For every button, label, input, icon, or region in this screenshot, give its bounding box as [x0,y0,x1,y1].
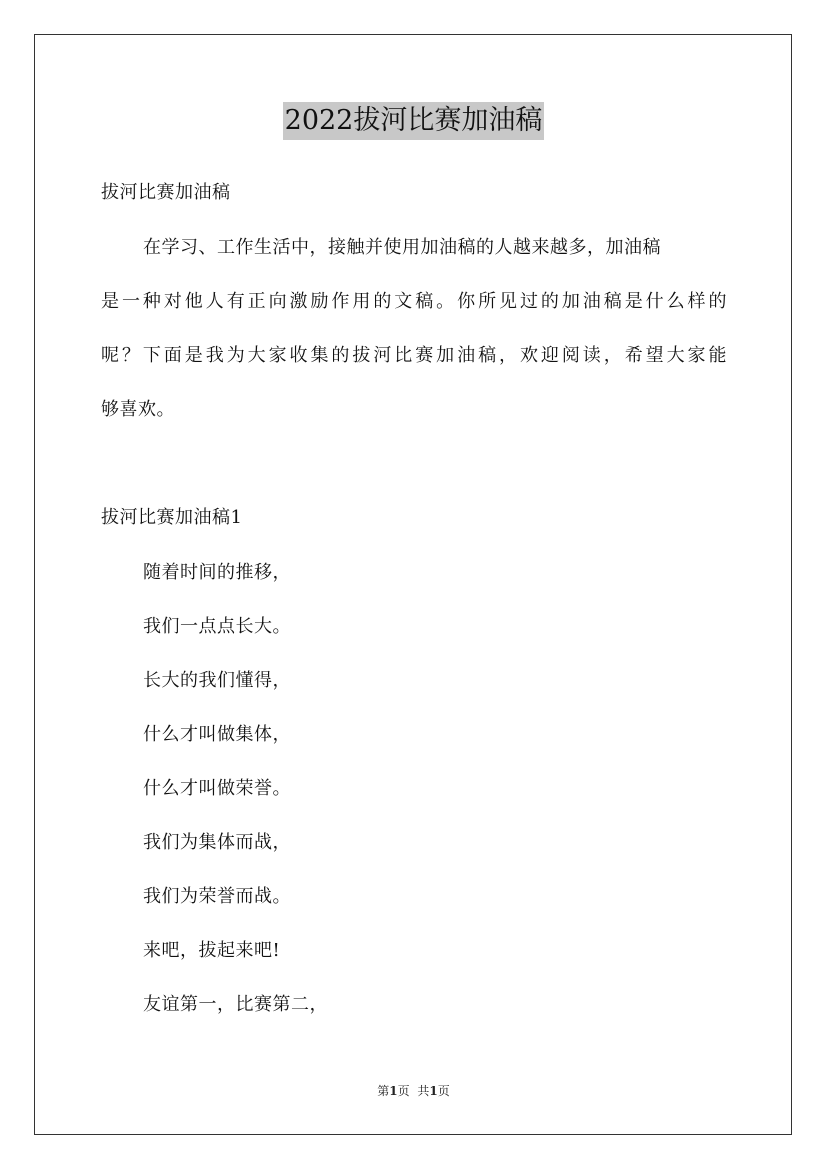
poem-line-5: 什么才叫做荣誉。 [143,778,291,799]
intro-line-2: 是一种对他人有正向激励作用的文稿。你所见过的加油稿是什么样的 [101,291,727,312]
section-heading: 拔河比赛加油稿1 [101,507,243,528]
page-number: 1 [389,1084,398,1098]
title-container [0,102,827,140]
page-suffix: 页 [397,1084,410,1098]
poem-line-2: 我们一点点长大。 [143,616,291,637]
total-prefix: 共 [417,1084,430,1098]
poem-line-8: 来吧，拔起来吧! [143,940,281,961]
intro-line-3: 呢？下面是我为大家收集的拔河比赛加油稿，欢迎阅读，希望大家能 [101,345,727,366]
poem-line-1: 随着时间的推移， [143,562,291,583]
total-suffix: 页 [437,1084,450,1098]
document-subtitle: 拔河比赛加油稿 [101,182,231,203]
document-title: 2022拔河比赛加油稿 [283,102,545,140]
page-prefix: 第 [377,1084,390,1098]
poem-line-3: 长大的我们懂得， [143,670,291,691]
poem-line-6: 我们为集体而战， [143,832,291,853]
intro-line-4: 够喜欢。 [101,399,175,420]
poem-line-9: 友谊第一，比赛第二， [143,994,328,1015]
intro-line-1: 在学习、工作生活中，接触并使用加油稿的人越来越多，加油稿 [143,237,661,258]
total-pages: 1 [429,1084,438,1098]
poem-line-7: 我们为荣誉而战。 [143,886,291,907]
poem-line-4: 什么才叫做集体， [143,724,291,745]
page-footer [0,1083,827,1099]
